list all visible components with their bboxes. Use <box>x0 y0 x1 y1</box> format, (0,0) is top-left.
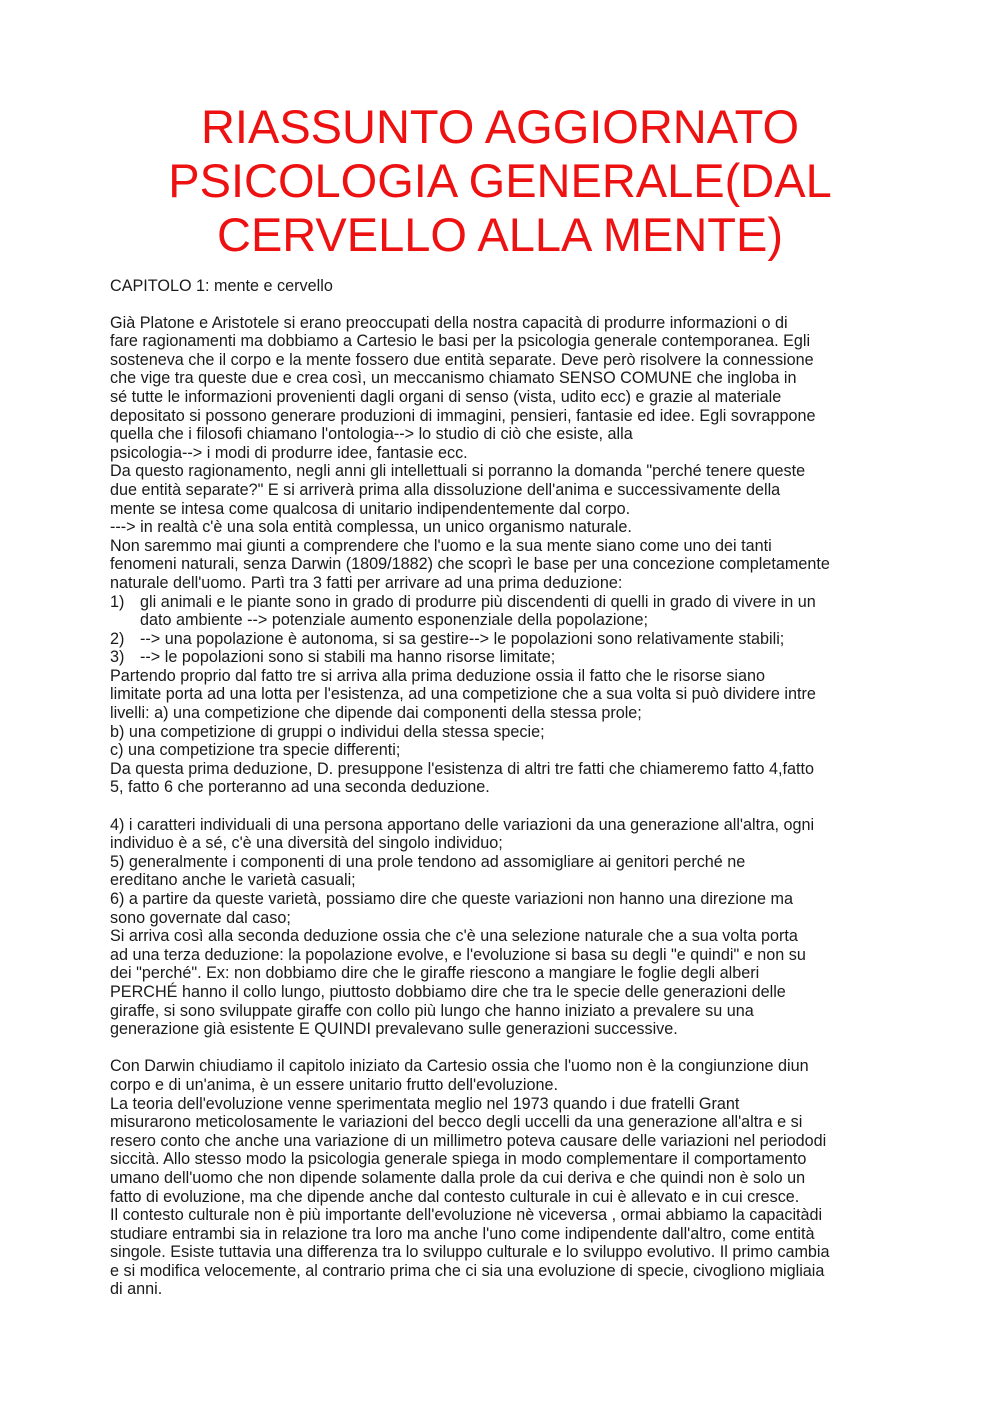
text-line: ad una terza deduzione: la popolazione evolve, e l'evoluzione si basa su degli "e quindi" e non su <box>110 945 806 964</box>
document-title <box>100 100 900 262</box>
text-line: La teoria dell'evoluzione venne sperimentata meglio nel 1973 quando i due fratelli Grant <box>110 1094 740 1113</box>
text-line: misurarono meticolosamente le variazioni del becco degli uccelli da una generazione all'altra e si <box>110 1113 803 1132</box>
paragraph-gap <box>110 1039 910 1058</box>
text-line: e si modifica velocemente, al contrario prima che ci sia una evoluzione di specie, civogliono migliaia <box>110 1261 825 1280</box>
text-line: b) una competizione di gruppi o individui della stessa specie; <box>110 722 545 741</box>
text-line: giraffe, si sono sviluppate giraffe con collo più lungo che hanno iniziato a prevalere su una <box>110 1001 754 1020</box>
list-item <box>110 648 910 667</box>
text-line: generazione già esistente E QUINDI prevalevano sulle generazioni successive. <box>110 1020 678 1039</box>
list-number: 3) <box>110 648 125 667</box>
text-line: gli animali e le piante sono in grado di produrre più discendenti di quelli in grado di vivere in un <box>140 592 816 611</box>
text-line: Da questo ragionamento, negli anni gli intellettuali si porranno la domanda "perché tenere queste <box>110 462 806 481</box>
text-line: di anni. <box>110 1280 163 1299</box>
text-line: psicologia--> i modi di produrre idee, fantasie ecc. <box>110 443 468 462</box>
paragraph-block-2 <box>110 667 910 797</box>
text-line: dei "perché". Ex: non dobbiamo dire che le giraffe riescono a mangiare le foglie degli alberi <box>110 964 760 983</box>
text-line: 5, fatto 6 che porteranno ad una seconda deduzione. <box>110 778 490 797</box>
text-line: corpo e di un'anima, è un essere unitario frutto dell'evoluzione. <box>110 1075 559 1094</box>
text-line: limitate porta ad una lotta per l'esistenza, ad una competizione che a sua volta si può dividere intre <box>110 685 816 704</box>
text-line: PERCHÉ hanno il collo lungo, piuttosto dobbiamo dire che tra le specie delle generazioni delle <box>110 982 786 1001</box>
text-line: sono governate dal caso; <box>110 908 291 927</box>
text-line: Si arriva così alla seconda deduzione ossia che c'è una selezione naturale che a sua volta porta <box>110 927 798 946</box>
list-number: 1) <box>110 592 125 611</box>
numbered-list <box>110 593 910 667</box>
text-line: naturale dell'uomo. Partì tra 3 fatti per arrivare ad una prima deduzione: <box>110 573 623 592</box>
paragraph-block-1 <box>110 314 910 593</box>
text-line: individuo è a sé, c'è una diversità del singolo individuo; <box>110 834 503 853</box>
text-line: sosteneva che il corpo e la mente fossero due entità separate. Deve però risolvere la connessione <box>110 350 814 369</box>
text-line: ereditano anche le varietà casuali; <box>110 871 356 890</box>
text-line: Già Platone e Aristotele si erano preoccupati della nostra capacità di produrre informazioni o di <box>110 313 788 332</box>
text-line: ---> in realtà c'è una sola entità complessa, un unico organismo naturale. <box>110 518 632 537</box>
text-line: livelli: a) una competizione che dipende dai componenti della stessa prole; <box>110 704 642 723</box>
text-line: umano dell'uomo che non dipende solamente dalla prole da cui deriva e che quindi non è solo un <box>110 1168 806 1187</box>
text-line: Non saremmo mai giunti a comprendere che l'uomo e la sua mente siano come uno dei tanti <box>110 536 772 555</box>
title-line: CERVELLO ALLA MENTE) <box>217 208 783 261</box>
list-item <box>110 593 910 630</box>
text-line: dato ambiente --> potenziale aumento esponenziale della popolazione; <box>140 611 649 630</box>
text-line: quella che i filosofi chiamano l'ontologia--> lo studio di ciò che esiste, alla <box>110 425 633 444</box>
text-line: studiare entrambi sia in relazione tra loro ma anche l'uno come indipendente dall'altro, come entità <box>110 1224 815 1243</box>
text-line: c) una competizione tra specie differenti; <box>110 741 401 760</box>
text-line: --> una popolazione è autonoma, si sa gestire--> le popolazioni sono relativamente stabili; <box>140 629 785 648</box>
text-line: due entità separate?" E si arriverà prima alla dissoluzione dell'anima e successivamente della <box>110 480 781 499</box>
list-number: 2) <box>110 629 125 648</box>
text-line: fare ragionamenti ma dobbiamo a Cartesio le basi per la psicologia generale contemporanea. Egli <box>110 332 811 351</box>
title-line: RIASSUNTO AGGIORNATO <box>200 100 800 153</box>
text-line: che vige tra queste due e crea così, un meccanismo chiamato SENSO COMUNE che ingloba in <box>110 369 797 388</box>
paragraph-block-4 <box>110 1057 910 1299</box>
text-line: 4) i caratteri individuali di una persona apportano delle variazioni da una generazione all'altra, ogni <box>110 815 815 834</box>
text-line: fatto di evoluzione, ma che dipende anche dal contesto culturale in cui è allevato e in cui cresce. <box>110 1187 800 1206</box>
text-line: mente se intesa come qualcosa di unitario indipendentemente dal corpo. <box>110 499 631 518</box>
list-item <box>110 630 910 649</box>
text-line: --> le popolazioni sono si stabili ma hanno risorse limitate; <box>140 648 556 667</box>
text-line: Da questa prima deduzione, D. presuppone l'esistenza di altri tre fatti che chiameremo fatto 4,fatto <box>110 759 815 778</box>
paragraph-gap <box>110 797 910 816</box>
text-line: Partendo proprio dal fatto tre si arriva alla prima deduzione ossia il fatto che le risorse siano <box>110 666 766 685</box>
text-line: resero conto che anche una variazione di un millimetro poteva causare delle variazioni nel periododi <box>110 1131 827 1150</box>
text-line: fenomeni naturali, senza Darwin (1809/1882) che scoprì le base per una concezione completamente <box>110 555 830 574</box>
chapter-heading: CAPITOLO 1: mente e cervello <box>110 277 333 295</box>
text-line: depositato si possono generare produzioni di immagini, pensieri, fantasie ed idee. Egli sovrappone <box>110 406 816 425</box>
text-line: siccità. Allo stesso modo la psicologia generale spiega in modo complementare il comportamento <box>110 1150 807 1169</box>
document-body <box>110 277 910 1299</box>
paragraph-block-3 <box>110 816 910 1039</box>
text-line: singole. Esiste tuttavia una differenza tra lo sviluppo culturale e lo sviluppo evolutivo. Il primo cambia <box>110 1243 830 1262</box>
text-line: Con Darwin chiudiamo il capitolo iniziato da Cartesio ossia che l'uomo non è la congiunzione diun <box>110 1057 809 1076</box>
title-line: PSICOLOGIA GENERALE(DAL <box>168 154 832 207</box>
text-line: sé tutte le informazioni provenienti dagli organi di senso (vista, udito ecc) e grazie al materiale <box>110 387 782 406</box>
text-line: 5) generalmente i componenti di una prole tendono ad assomigliare ai genitori perché ne <box>110 852 746 871</box>
text-line: Il contesto culturale non è più importante dell'evoluzione nè viceversa , ormai abbiamo la capacitàdi <box>110 1206 823 1225</box>
text-line: 6) a partire da queste varietà, possiamo dire che queste variazioni non hanno una direzione ma <box>110 890 793 908</box>
